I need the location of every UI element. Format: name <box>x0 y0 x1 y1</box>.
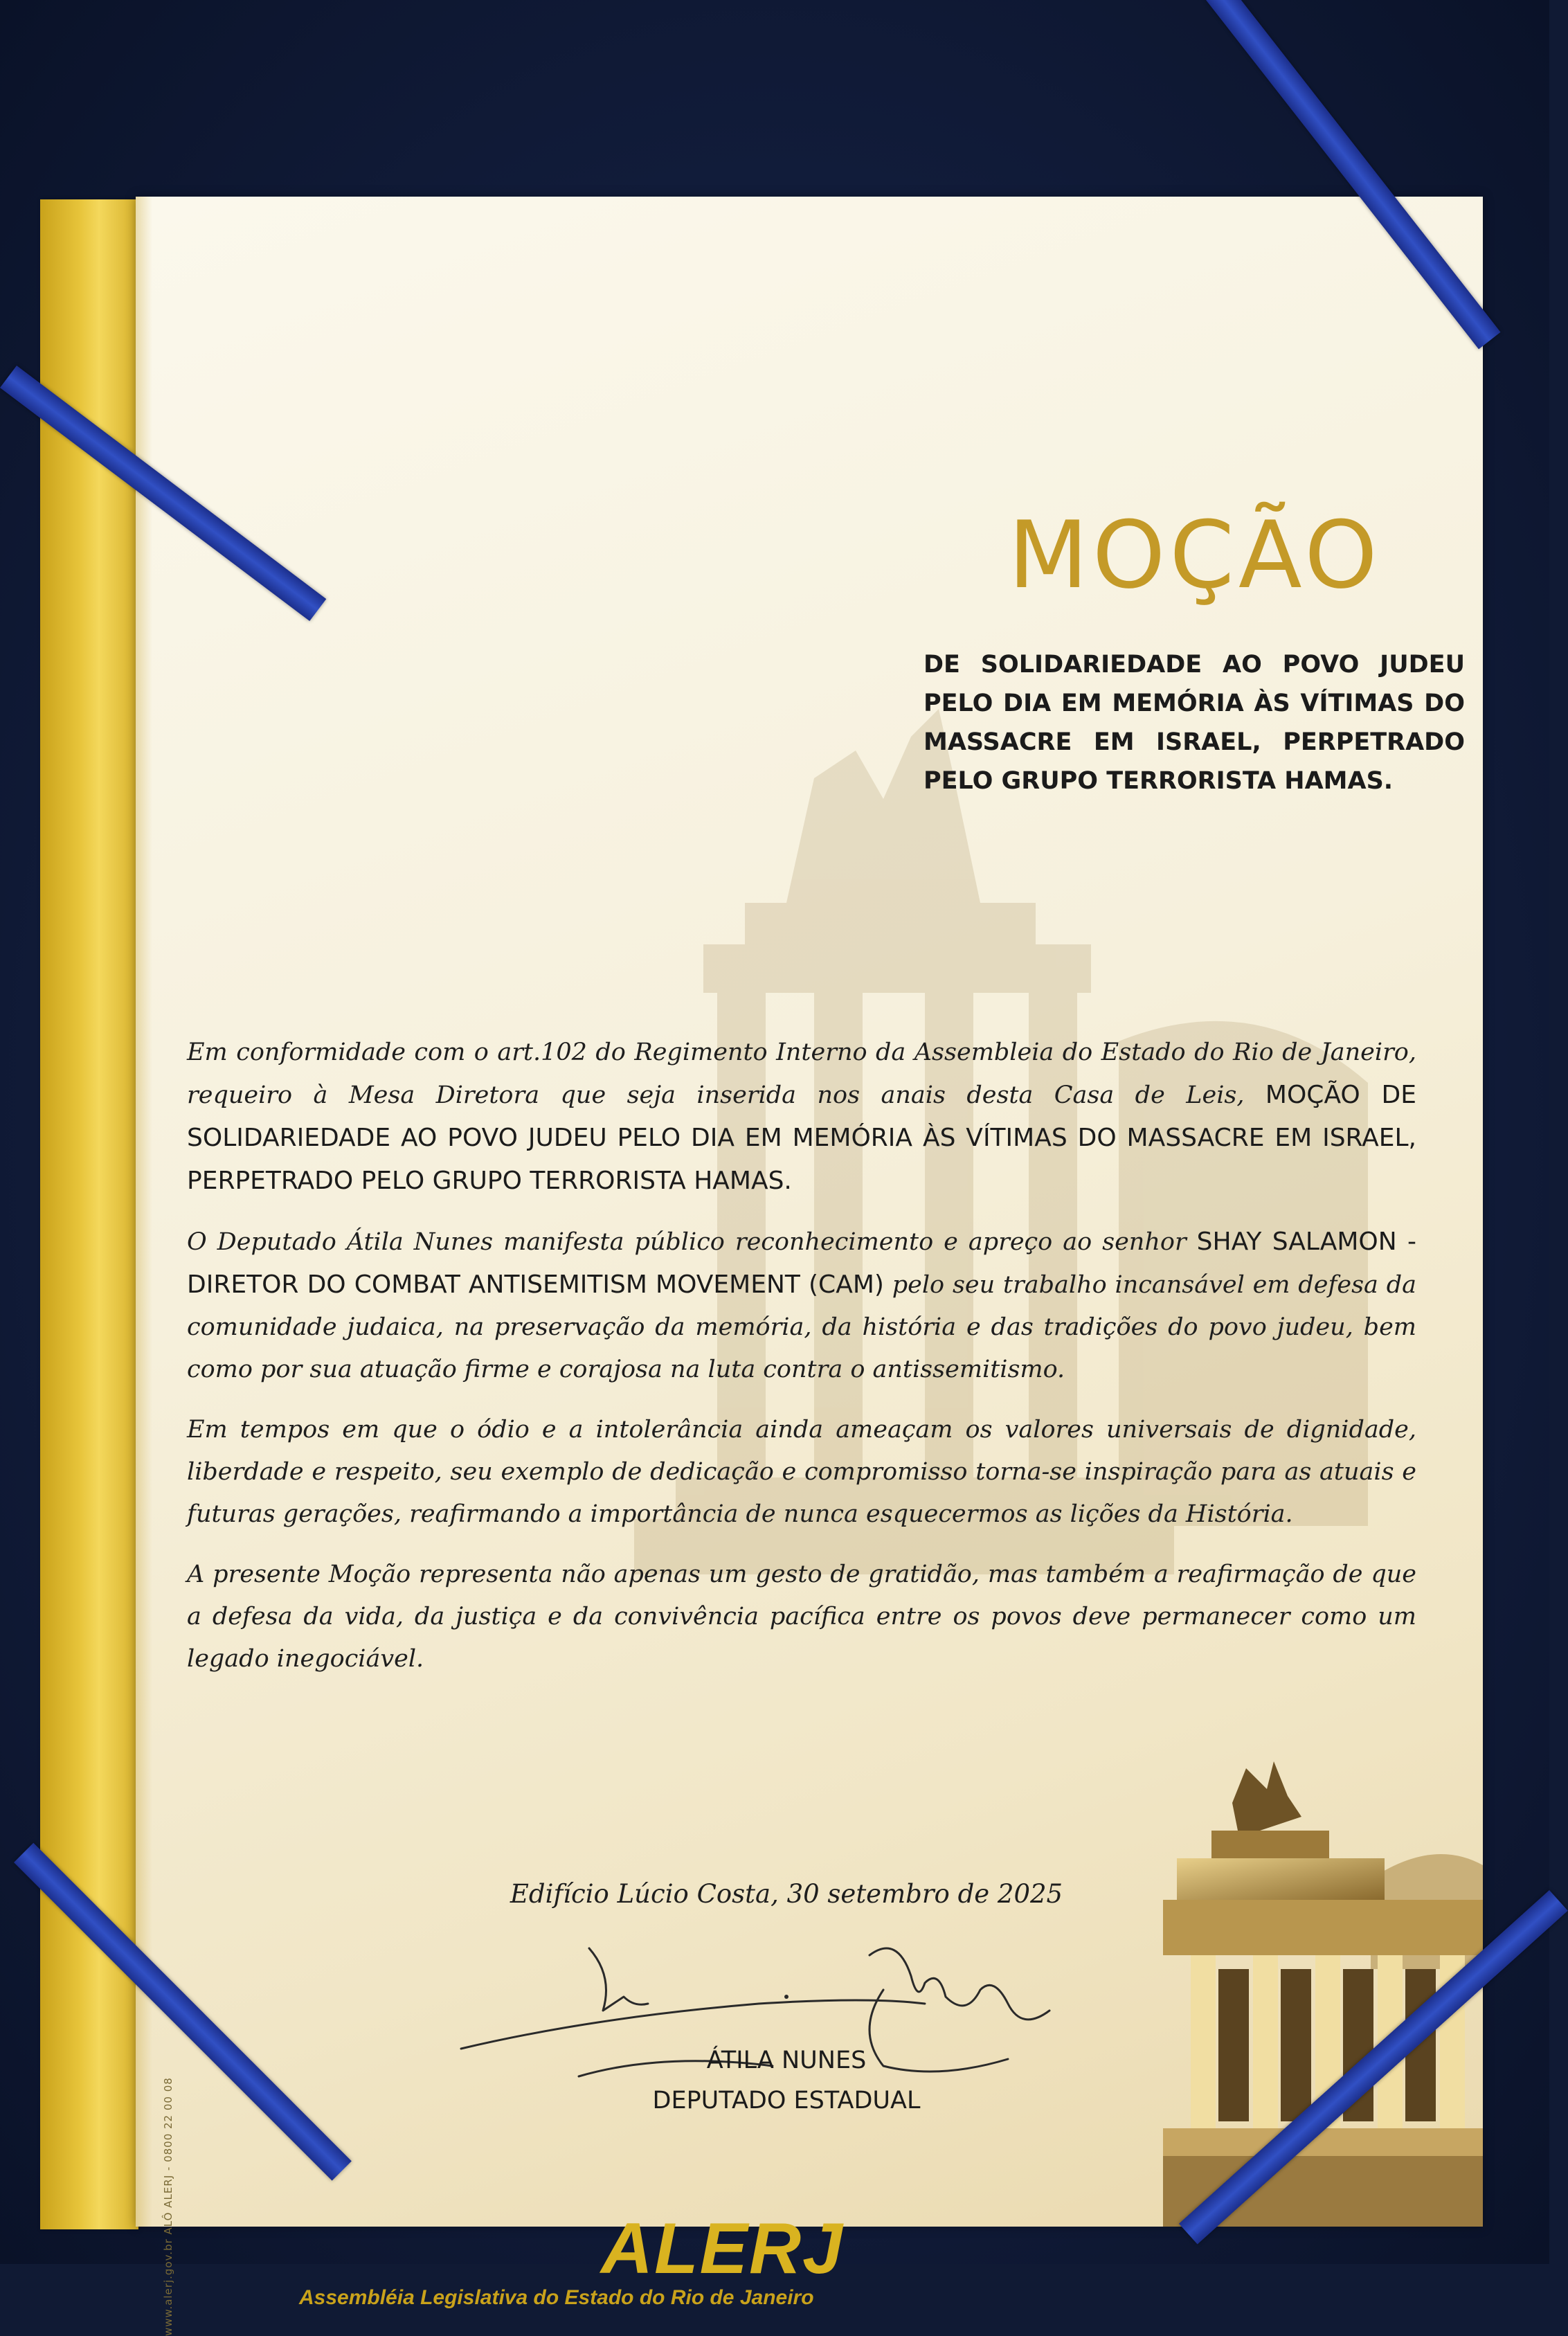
institution-name: Assembléia Legislativa do Estado do Rio de Janeiro <box>299 2286 814 2309</box>
document-body <box>187 1032 1416 1698</box>
website-and-phone: www.alerj.gov.br ALÔ ALERJ - 0800 22 00 08 <box>162 2077 174 2336</box>
certificate-paper <box>136 197 1483 2336</box>
signer-role: DEPUTADO ESTADUAL <box>652 2087 921 2114</box>
honoree-name: SHAY SALAMON - DIRETOR DO COMBAT ANTISEMITISM MOVEMENT (CAM) <box>187 1228 1416 1299</box>
paragraph-1-intro: Em conformidade com o art.102 do Regimento Interno da Assembleia do Estado do Rio de Janeiro, requeiro à Mesa Diretora que seja inserida nos anais desta Casa de Leis, <box>187 1039 1416 1109</box>
paragraph-4: A presente Moção representa não apenas um gesto de gratidão, mas também a reafirmação de que a defesa da vida, da justiça e da convivência pacífica entre os povos deve permanecer como um legado inegociável. <box>187 1561 1416 1673</box>
paragraph-2-intro: O Deputado Átila Nunes manifesta público reconhecimento e apreço ao senhor <box>187 1228 1197 1256</box>
paragraph-1 <box>187 1032 1416 1203</box>
place-date: Edifício Lúcio Costa, 30 setembro de 2025 <box>510 1879 1063 1909</box>
paragraph-2 <box>187 1221 1416 1391</box>
paragraph-3: Em tempos em que o ódio e a intolerância ainda ameaçam os valores universais de dignidade, liberdade e respeito, seu exemplo de dedicação e compromisso torna-se inspiração para as atuais e futuras gerações, reafirmando a importância de nunca esquecermos as lições da História. <box>187 1416 1416 1528</box>
document-subtitle: DE SOLIDARIEDADE AO POVO JUDEU PELO DIA EM MEMÓRIA ÀS VÍTIMAS DO MASSACRE EM ISRAEL, PERPETRADO PELO GRUPO TERRORISTA HAMAS. <box>923 651 1465 795</box>
paragraph-1-highlight: MOÇÃO DE SOLIDARIEDADE AO POVO JUDEU PELO DIA EM MEMÓRIA ÀS VÍTIMAS DO MASSACRE EM ISRAEL, PERPETRADO PELO GRUPO TERRORISTA HAMAS. <box>187 1081 1416 1195</box>
paragraph-2-rest: pelo seu trabalho incansável em defesa da comunidade judaica, na preservação da memória, da história e das tradições do povo judeu, bem como por sua atuação firme e corajosa na luta contra o antissemitismo. <box>187 1271 1416 1383</box>
signer-name: ÁTILA NUNES <box>706 2047 867 2074</box>
alerj-logo: ALERJ <box>601 2209 844 2289</box>
document-title: MOÇÃO <box>1008 501 1382 609</box>
